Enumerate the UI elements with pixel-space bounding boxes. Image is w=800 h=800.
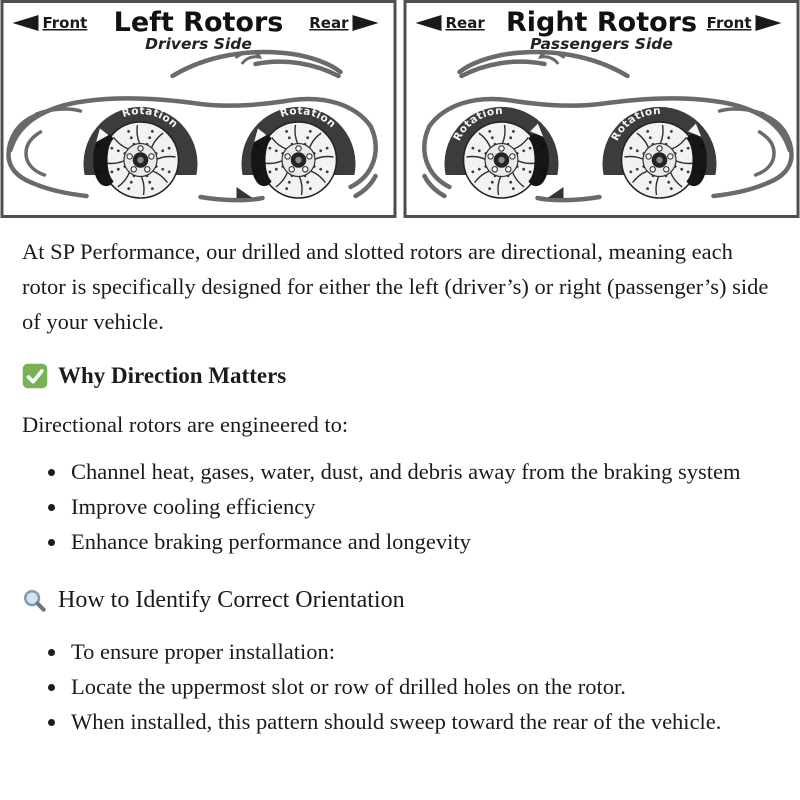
rear-label: Rear xyxy=(445,14,485,32)
front-label: Front xyxy=(706,14,752,32)
right-rotors-panel xyxy=(403,0,800,218)
rotation-label: Rotation xyxy=(451,104,504,144)
right-rotors-drawing xyxy=(403,0,800,218)
rear-label: Rear xyxy=(309,14,349,32)
panel-subtitle: Drivers Side xyxy=(145,35,252,53)
left-rotors-drawing xyxy=(0,0,397,218)
section-heading-text: How to Identify Correct Orientation xyxy=(58,587,405,613)
panel-title: Left Rotors xyxy=(113,7,284,38)
rotation-label: Rotation xyxy=(120,104,181,131)
list-item: • Improve cooling efficiency xyxy=(68,489,771,524)
list-item: • When installed, this pattern should sweep toward the rear of the vehicle. xyxy=(68,704,771,739)
rotation-label: Rotation xyxy=(278,104,339,131)
list-item: • To ensure proper installation: xyxy=(68,634,771,669)
section2-bullet-list xyxy=(22,632,772,741)
section-heading-text: Why Direction Matters xyxy=(58,363,287,388)
article-body xyxy=(0,218,800,741)
front-label: Front xyxy=(42,14,88,32)
left-rotors-panel xyxy=(0,0,397,218)
section-heading-why-direction-matters xyxy=(22,363,772,389)
magnifying-glass-icon xyxy=(22,588,48,614)
section1-bullet-list xyxy=(22,452,772,561)
panel-title: Right Rotors xyxy=(505,7,698,38)
panel-subtitle: Passengers Side xyxy=(530,35,673,53)
list-item: • Locate the uppermost slot or row of drilled holes on the rotor. xyxy=(68,669,771,704)
check-mark-icon xyxy=(22,363,48,389)
section-heading-how-to-identify xyxy=(22,587,772,614)
intro-paragraph: At SP Performance, our drilled and slotted rotors are directional, meaning each rotor is specifically designed for either the left (driver’s) or right (passenger’s) side of your vehicle. xyxy=(22,239,769,334)
list-item: • Enhance braking performance and longevity xyxy=(68,524,771,559)
rotor-direction-diagram xyxy=(0,0,800,218)
section1-lead: Directional rotors are engineered to: xyxy=(22,412,349,437)
rotation-label: Rotation xyxy=(609,104,662,144)
list-item: • Channel heat, gases, water, dust, and debris away from the braking system xyxy=(68,454,771,489)
